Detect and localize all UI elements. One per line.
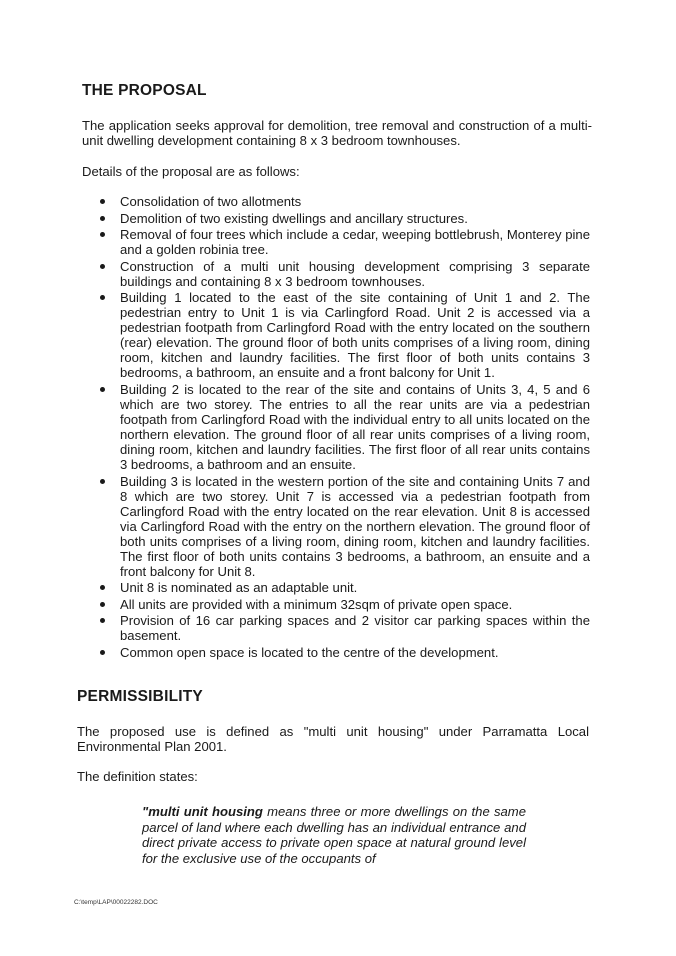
bullet-text: Unit 8 is nominated as an adaptable unit.: [120, 580, 358, 596]
bullet-text: Building 2 is located to the rear of the site and contains of Units 3, 4, 5 and 6 which are two storey. The entries to all the rear units are via a pedestrian footpath from Carlingford Road with the individual entry to all units located on the northern elevation. The ground floor of all rear units comprises of a living room, dining room, kitchen and laundry facilities. The first floor of all rear units contains 3 bedrooms, a bathroom and an ensuite.: [120, 381, 590, 472]
bullet-item: [100, 474, 590, 579]
definition-lead: The definition states:: [77, 769, 198, 784]
bullet-dot-icon: [100, 602, 105, 607]
footer-file-path: C:\temp\LAP\00022282.DOC: [74, 899, 158, 906]
bullet-text: Provision of 16 car parking spaces and 2 visitor car parking spaces within the basement.: [120, 613, 590, 644]
bullet-text: All units are provided with a minimum 32sqm of private open space.: [120, 596, 513, 612]
bullet-dot-icon: [100, 650, 105, 655]
bullet-item: [100, 645, 590, 660]
section-heading-proposal: THE PROPOSAL: [82, 82, 207, 99]
bullet-dot-icon: [100, 479, 105, 484]
section-heading-permissibility: PERMISSIBILITY: [77, 688, 203, 705]
bullet-dot-icon: [100, 387, 105, 392]
bullet-dot-icon: [100, 264, 105, 269]
bullet-item: [100, 259, 590, 289]
bullet-item: [100, 382, 590, 472]
bullet-item: [100, 290, 590, 380]
bullet-item: [100, 613, 590, 643]
proposal-bullet-list: [100, 194, 590, 662]
bullet-text: Common open space is located to the centre of the development.: [120, 644, 499, 660]
bullet-item: [100, 227, 590, 257]
bullet-dot-icon: [100, 199, 105, 204]
bullet-text: Consolidation of two allotments: [120, 194, 302, 209]
bullet-dot-icon: [100, 585, 105, 590]
bullet-dot-icon: [100, 618, 105, 623]
bullet-text: Removal of four trees which include a cedar, weeping bottlebrush, Monterey pine and a golden robinia tree.: [120, 227, 590, 258]
proposal-details-lead: Details of the proposal are as follows:: [82, 164, 300, 179]
bullet-item: [100, 580, 590, 595]
bullet-item: [100, 211, 590, 226]
proposal-intro-paragraph: The application seeks approval for demolition, tree removal and construction of a multi-unit dwelling development containing 8 x 3 bedroom townhouses.: [82, 118, 592, 148]
bullet-dot-icon: [100, 232, 105, 237]
quote-term: "multi unit housing: [142, 804, 263, 819]
bullet-item: [100, 194, 590, 209]
bullet-text: Building 1 located to the east of the site containing of Unit 1 and 2. The pedestrian entry to Unit 1 is via Carlingford Road. Unit 2 is accessed via a pedestrian footpath from Carlingford Road with the entry located on the southern (rear) elevation. The ground floor of both units comprises of a living room, dining room, kitchen and laundry facilities. The first floor of both units contains 3 bedrooms, a bathroom, an ensuite and a front balcony for Unit 1.: [120, 290, 590, 381]
permissibility-paragraph: The proposed use is defined as "multi unit housing" under Parramatta Local Environmental Plan 2001.: [77, 724, 589, 754]
bullet-text: Building 3 is located in the western portion of the site and containing Units 7 and 8 which are two storey. Unit 7 is accessed via a pedestrian footpath from Carlingford Road with the entry located on the rear elevation. Unit 8 is accessed via Carlingford Road with the entry on the northern elevation. The ground floor of both units comprises of a living room, dining room, kitchen and laundry facilities. The first floor of both units contains 3 bedrooms, a bathroom, an ensuite and a front balcony for Unit 8.: [120, 473, 590, 579]
bullet-item: [100, 597, 590, 612]
bullet-dot-icon: [100, 216, 105, 221]
bullet-dot-icon: [100, 295, 105, 300]
quote-body: means three or more dwellings on the same parcel of land where each dwelling has an individual entrance and direct private access to private open space at natural ground level for the exclusive use of the occupants of: [142, 804, 526, 866]
bullet-text: Demolition of two existing dwellings and ancillary structures.: [120, 210, 468, 226]
definition-quote: [142, 804, 526, 866]
bullet-text: Construction of a multi unit housing development comprising 3 separate buildings and containing 8 x 3 bedroom townhouses.: [120, 258, 590, 289]
